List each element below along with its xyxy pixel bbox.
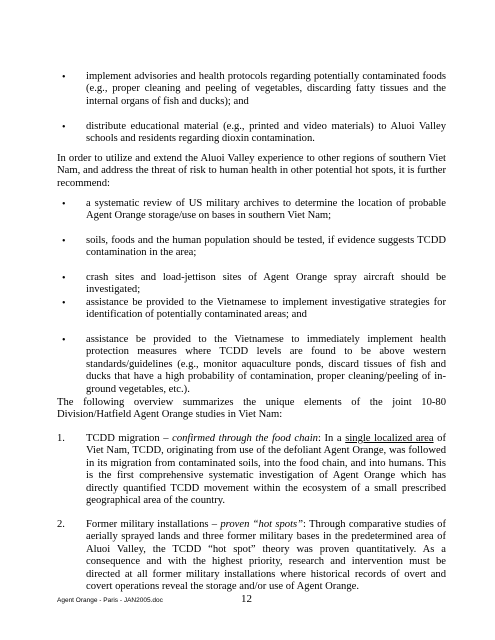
numbered-item: TCDD migration – confirmed through the food chain: In a single localized area of Viet Nam, TCDD, originating from use of the defoliant Agent Orange, was followed in its migration from contaminated soils, into the food chain, and into humans. This is the first comprehensive systematic investigation of Agent Orange which has directly quantified TCDD movement within the ecosystem of a small prescribed geographical area of the country.: [86, 433, 446, 507]
bullet-marker: •: [62, 236, 66, 247]
bullet-item: crash sites and load-jettison sites of Agent Orange spray aircraft should be investigated;: [86, 272, 446, 296]
paragraph: The following overview summarizes the unique elements of the joint 10-80 Division/Hatfield Agent Orange studies in Viet Nam:: [57, 397, 446, 421]
bullet-marker: •: [62, 199, 66, 210]
page-number: 12: [241, 593, 252, 605]
bullet-marker: •: [62, 72, 66, 83]
bullet-marker: •: [62, 273, 66, 284]
numbered-item: Former military installations – proven “hot spots”: Through comparative studies of aerially sprayed lands and three former military bases in the predetermined area of Aluoi Valley, the TCDD “hot spot” theory was proven quantitatively. As a consequence and with the highest priority, research and intervention must be directed at all former military installations where historical records of overt and covert operations reveal the storage and/or use of Agent Orange.: [86, 519, 446, 593]
bullet-item: a systematic review of US military archives to determine the location of probable Agent Orange storage/use on bases in southern Viet Nam;: [86, 198, 446, 222]
bullet-item: assistance be provided to the Vietnamese to immediately implement health protection measures where TCDD levels are found to be above western standards/guidelines (e.g., monitor aquaculture ponds, discard tissues of fish and ducks that have a high probability of contamination, proper cleaning/peeling of in-ground vegetables, etc.).: [86, 334, 446, 395]
bullet-marker: •: [62, 122, 66, 133]
paragraph: In order to utilize and extend the Aluoi Valley experience to other regions of southern Viet Nam, and address the threat of risk to human health in other potential hot spots, it is further recommend:: [57, 153, 446, 189]
bullet-item: soils, foods and the human population should be tested, if evidence suggests TCDD contamination in the area;: [86, 235, 446, 259]
bullet-item: assistance be provided to the Vietnamese to implement investigative strategies for identification of potentially contaminated areas; and: [86, 297, 446, 321]
list-number: 2.: [57, 519, 65, 530]
bullet-item: implement advisories and health protocols regarding potentially contaminated foods (e.g., proper cleaning and peeling of vegetables, discarding fatty tissues and the internal organs of fish and ducks); and: [86, 71, 446, 107]
footer-filename: Agent Orange - Paris - JAN2005.doc: [57, 597, 163, 604]
bullet-marker: •: [62, 335, 66, 346]
bullet-item: distribute educational material (e.g., printed and video materials) to Aluoi Valley schools and residents regarding dioxin contamination.: [86, 121, 446, 145]
bullet-marker: •: [62, 298, 66, 309]
list-number: 1.: [57, 433, 65, 444]
